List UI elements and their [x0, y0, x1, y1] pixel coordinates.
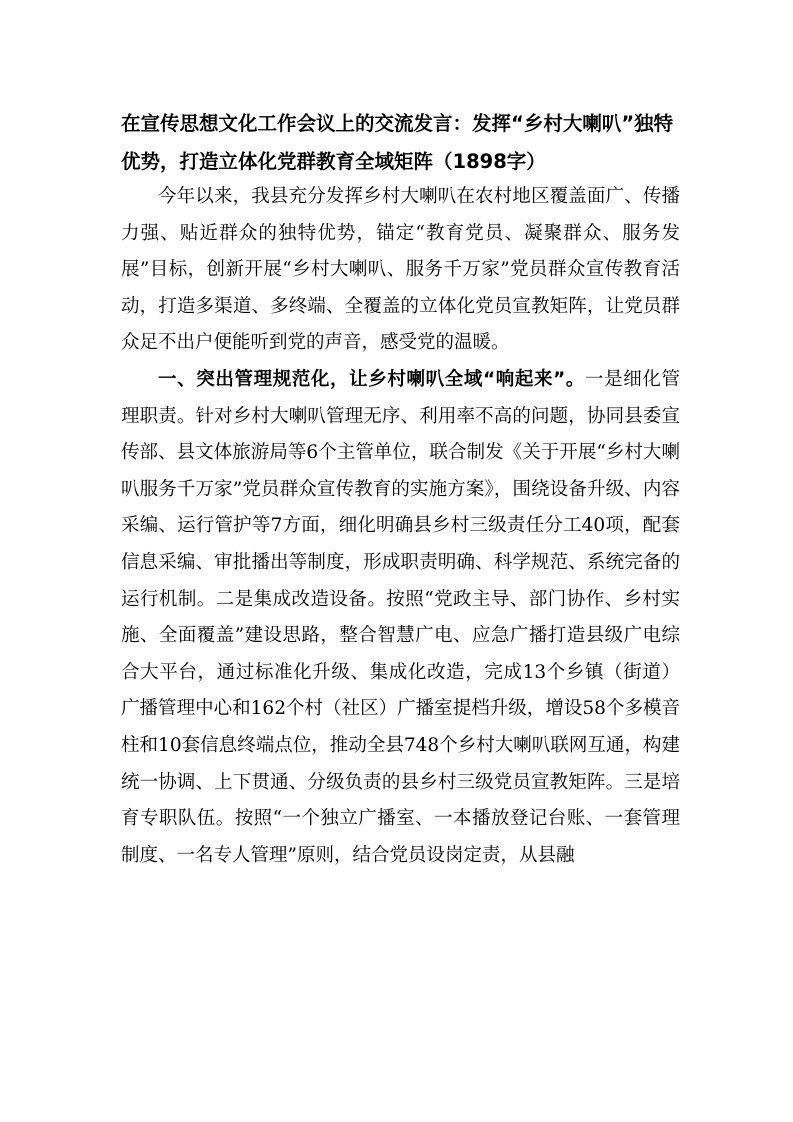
- paragraph-intro-text: 今年以来，我县充分发挥乡村大喇叭在农村地区覆盖面广、传播力强、贴近群众的独特优势，锚定“教育党员、凝聚群众、服务发展”目标，创新开展“乡村大喇叭、服务千万家”党员群众宣传教育活动，打造多渠道、多终端、全覆盖的立体化党员宣教矩阵，让党员群众足不出户便能听到党的声音，感受党的温暖。: [121, 186, 680, 354]
- section-1-text: 一是细化管理职责。针对乡村大喇叭管理无序、利用率不高的问题，协同县委宣传部、县文体旅游局等6个主管单位，联合制发《关于开展“乡村大喇叭服务千万家”党员群众宣传教育的实施方案》，围绕设备升级、内容采编、运行管护等7方面，细化明确县乡村三级责任分工40项，配套信息采编、审批播出等制度，形成职责明确、科学规范、系统完备的运行机制。二是集成改造设备。按照“党政主导、部门协作、乡村实施、全面覆盖”建设思路，整合智慧广电、应急广播打造县级广电综合大平台，通过标准化升级、集成化改造，完成13个乡镇（街道）广播管理中心和162个村（社区）广播室提档升级，增设58个多模音柱和10套信息终端点位，推动全县748个乡村大喇叭联网互通，构建统一协调、上下贯通、分级负责的县乡村三级党员宣教矩阵。三是培育专职队伍。按照“一个独立广播室、一本播放登记台账、一套管理制度、一名专人管理”原则，结合党员设岗定责，从县融: [121, 368, 680, 866]
- section-1-heading: 一、突出管理规范化，让乡村喇叭全域“响起来”。: [158, 368, 586, 390]
- paragraph-intro: [121, 179, 680, 362]
- document-title: 在宣传思想文化工作会议上的交流发言：发挥“乡村大喇叭”独特优势，打造立体化党群教育全域矩阵（1898字）: [121, 112, 674, 173]
- document-body: [121, 179, 680, 874]
- paragraph-section-1: [121, 362, 680, 874]
